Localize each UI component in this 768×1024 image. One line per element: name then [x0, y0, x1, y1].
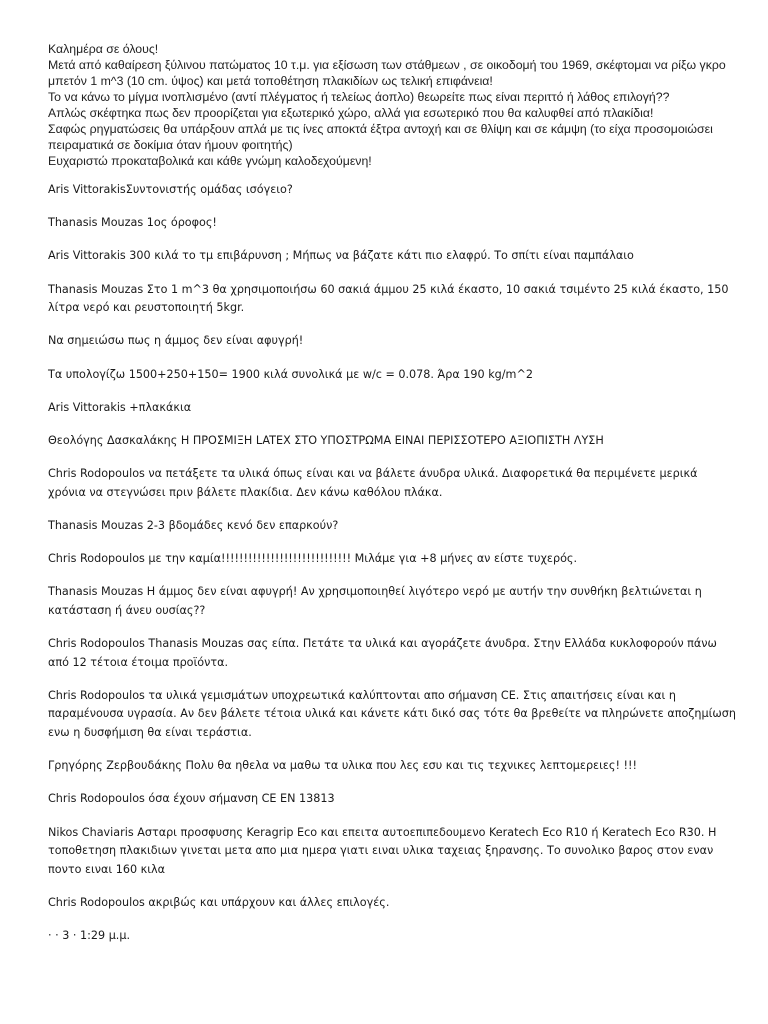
- comment-author[interactable]: Aris Vittorakis: [48, 183, 126, 196]
- comment-text: Τα υπολογίζω 1500+250+150= 1900 κιλά συνολικά με w/c = 0.078. Άρα 190 kg/m^2: [48, 367, 533, 381]
- comment: [48, 247, 738, 266]
- comment-author[interactable]: Chris Rodopoulos: [48, 637, 145, 651]
- comment-text: 2-3 βδομάδες κενό δεν επαρκούν?: [143, 518, 339, 532]
- comment: [48, 824, 738, 880]
- comment-text: Η άμμος δεν είναι αφυγρή! Αν χρησιμοποιηθεί λιγότερο νερό με αυτήν την συνθήκη βελτιώνεται η κατάσταση ή άνευ ουσίας??: [48, 585, 702, 617]
- comment-text: όσα έχουν σήμανση CE EN 13813: [144, 792, 335, 806]
- comment-author[interactable]: Aris Vittorakis: [48, 400, 126, 414]
- post-line: Ευχαριστώ προκαταβολικά και κάθε γνώμη καλοδεχούμενη!: [48, 154, 372, 168]
- comment-text: να πετάξετε τα υλικά όπως είναι και να βάλετε άνυδρα υλικά. Διαφορετικά θα περιμένετε μερικά χρόνια να στεγνώσει πριν βάλετε πλακίδια. Δεν κάνω καθόλου πλάκα.: [48, 467, 698, 499]
- comment-author[interactable]: Chris Rodopoulos: [48, 688, 145, 702]
- document-page: [48, 41, 738, 945]
- comment-text: τα υλικά γεμισμάτων υποχρεωτικά καλύπτονται απο σήμανση CE. Στις απαιτήσεις είναι και η παραμένουσα υγρασία. Αν δεν βάλετε τέτοια υλικά και κάνετε κάτι δικό σας τότε θα βρεθείτε να πληρώνετε αποζημίωση ενω η δυσφήμιση θα είναι τεράστια.: [48, 688, 736, 739]
- comment-author[interactable]: Γρηγόρης Ζερβουδάκης: [48, 759, 182, 773]
- post-line: Σαφώς ρηγματώσεις θα υπάρξουν απλά με τις ίνες αποκτά έξτρα αντοχή και σε θλίψη και σε κάμψη (το είχα προσομοιώσει πειραματικά σε δοκίμια όταν ήμουν φοιτητής): [48, 122, 713, 152]
- comment: [48, 894, 738, 913]
- comment-text: 300 κιλά το τμ επιβάρυνση ; Μήπως να βάζατε κάτι πιο ελαφρύ. Το σπίτι είναι παμπάλαιο: [125, 249, 634, 263]
- comment-author[interactable]: Chris Rodopoulos: [48, 552, 145, 566]
- comment-author[interactable]: Chris Rodopoulos: [48, 895, 145, 909]
- comment-author[interactable]: Thanasis Mouzas: [48, 216, 144, 230]
- comment: [48, 214, 738, 233]
- post-line: Το να κάνω το μίγμα ινοπλισμένο (αντί πλέγματος ή τελείως άοπλο) θεωρείτε πως είναι περιττό ή λάθος επιλογή??: [48, 90, 670, 104]
- comment-text: 1ος όροφος!: [143, 216, 217, 230]
- comment-text: Να σημειώσω πως η άμμος δεν είναι αφυγρή!: [48, 334, 304, 348]
- comment-text: Η ΠΡΟΣΜΙΞΗ LATEX ΣΤΟ ΥΠΟΣΤΡΩΜΑ ΕΙΝΑΙ ΠΕΡΙΣΣΟΤΕΡΟ ΑΞΙΟΠΙΣΤΗ ΛΥΣΗ: [177, 433, 604, 447]
- comment: [48, 181, 738, 200]
- comment: [48, 465, 738, 502]
- comment-text: Πολυ θα ηθελα να μαθω τα υλικα που λες εσυ και τις τεχνικες λεπτομερειες! !!!: [181, 759, 637, 773]
- comment: [48, 399, 738, 418]
- comment-author[interactable]: Thanasis Mouzas: [48, 585, 144, 599]
- comment: [48, 687, 738, 743]
- post-line: Μετά από καθαίρεση ξύλινου πατώματος 10 τ.μ. για εξίσωση των στάθμεων , σε οικοδομή του 1969, σκέφτομαι να ρίξω γκρο μπετόν 1 m^3 (10 cm. ύψος) και μετά τοποθέτηση πλακιδίων ως τελική επιφάνεια!: [48, 58, 726, 88]
- post-line: Καλημέρα σε όλους!: [48, 42, 159, 56]
- comment-text: Συντονιστής ομάδας ισόγειο?: [125, 183, 293, 196]
- comment-text: Στο 1 m^3 θα χρησιμοποιήσω 60 σακιά άμμου 25 κιλά έκαστο, 10 σακιά τσιμέντο 25 κιλά έκαστο, 150 λίτρα νερό και ρευστοποιητή 5kgr.: [48, 282, 729, 315]
- comment-author[interactable]: Nikos Chaviaris: [48, 825, 134, 839]
- comment: [48, 332, 738, 351]
- comment: [48, 517, 738, 536]
- comment: [48, 550, 738, 569]
- comment-author[interactable]: Chris Rodopoulos: [48, 467, 145, 481]
- comment-author[interactable]: Thanasis Mouzas: [48, 518, 144, 532]
- comment: [48, 635, 738, 672]
- comment: [48, 281, 738, 318]
- comment: [48, 757, 738, 776]
- comment-author[interactable]: Θεολόγης Δασκαλάκης: [48, 433, 178, 447]
- post-meta: · · 3 · 1:29 μ.μ.: [48, 929, 131, 943]
- original-post: [48, 41, 738, 169]
- comment: [48, 583, 738, 620]
- comment: [48, 366, 738, 385]
- comment-text: με την καμία!!!!!!!!!!!!!!!!!!!!!!!!!!!!! Μιλάμε για +8 μήνες αν είστε τυχερός.: [144, 552, 578, 566]
- comment-author[interactable]: Aris Vittorakis: [48, 249, 126, 263]
- comment-text: +πλακάκια: [125, 400, 192, 414]
- comment: [48, 790, 738, 809]
- comment-text: Ασταρι προσφυσης Keragrip Eco και επειτα αυτοεπιπεδουμενο Keratech Eco R10 ή Keratech Eco R30. Η τοποθετηση πλακιδιων γινεται μετα απο μια ημερα γιατι ειναι υλικα ταχειας ξηρανσης. Το συνολικο βαρος στον εναν ποντο ειναι 160 κιλα: [48, 825, 717, 876]
- comment-author[interactable]: Chris Rodopoulos: [48, 792, 145, 806]
- comment: [48, 432, 738, 451]
- comment-text: Thanasis Mouzas σας είπα. Πετάτε τα υλικά και αγοράζετε άνυδρα. Στην Ελλάδα κυκλοφορούν πάνω από 12 τέτοια έτοιμα προϊόντα.: [48, 637, 717, 669]
- comment-author[interactable]: Thanasis Mouzas: [48, 282, 144, 296]
- comment-list: [48, 181, 738, 913]
- post-line: Απλώς σκέφτηκα πως δεν προορίζεται για εξωτερικό χώρο, αλλά για εσωτερικό που θα καλυφθεί από πλακίδια!: [48, 106, 654, 120]
- comment-text: ακριβώς και υπάρχουν και άλλες επιλογές.: [144, 895, 390, 909]
